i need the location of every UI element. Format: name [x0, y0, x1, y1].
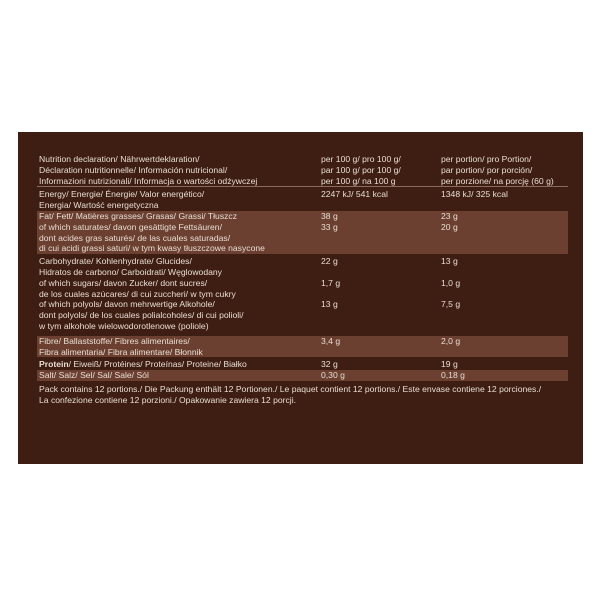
- table-row-fat: Fat/ Fett/ Matières grasses/ Grasas/ Grassi/ Tłuszcz of which saturates/ davon gesättigte Fettsäuren/ dont acides gras saturés/ de las cuales saturadas/ di cui acidi grassi saturi/ w tym kwasy tłuszczowe nasycone 38 g 33 g 23 g 20 g: [37, 211, 568, 254]
- pack-contains-note: Pack contains 12 portions./ Die Packung enthält 12 Portionen./ Le paquet contient 12 portions./ Este envase contiene 12 porciones./ La confezione contiene 12 porzioni./ Opakowanie zawiera 12 porcji.: [39, 383, 542, 405]
- table-row-protein: Protein/ Eiweiß/ Protéines/ Proteínas/ Proteine/ Białko 32 g 19 g: [39, 359, 458, 370]
- table-header-row: [37, 154, 568, 187]
- table-row-salt: Salt/ Salz/ Sel/ Sal/ Sale/ Sól 0,30 g 0,18 g: [37, 370, 568, 381]
- table-row-fibre: Fibre/ Ballaststoffe/ Fibres alimentaires/ Fibra alimentaria/ Fibra alimentare/ Błonnik 3,4 g 2,0 g: [37, 336, 568, 358]
- header-label-cell: Nutrition declaration/ Nährwertdeklaration/ Déclaration nutritionnelle/ Información nutricional/ Informazioni nutrizionali/ Informacja o wartości odżywczej: [39, 154, 258, 186]
- header-per100-cell: per 100 g/ pro 100 g/ par 100 g/ por 100 g/ per 100 g/ na 100 g: [321, 154, 401, 186]
- nutrition-table-panel: [18, 132, 583, 464]
- table-row-carbohydrate: Carbohydrate/ Kohlenhydrate/ Glucides/ Hidratos de carbono/ Carboidrati/ Węglowodany of which sugars/ davon Zucker/ dont sucres/ de los cuales azúcares/ di cui zuccheri/ w tym cukry of which polyols/ davon mehrwertige Alkohole/ dont polyols/ de los cuales polialcoholes/ di cui polioli/ w tym alkohole wielowodorotlenowe (poliole) 22 g 1,7 g 13 g 13 g 1,0 g 7,5 g: [39, 256, 461, 331]
- nutrition-table: [37, 154, 568, 406]
- table-row-energy: Energy/ Energie/ Énergie/ Valor energético/ Energia/ Wartość energetyczna 2247 kJ/ 541 kcal 1348 kJ/ 325 kcal: [39, 189, 508, 211]
- header-perportion-cell: per portion/ pro Portion/ par portion/ por porción/ per porzione/ na porcję (60 g): [441, 154, 554, 186]
